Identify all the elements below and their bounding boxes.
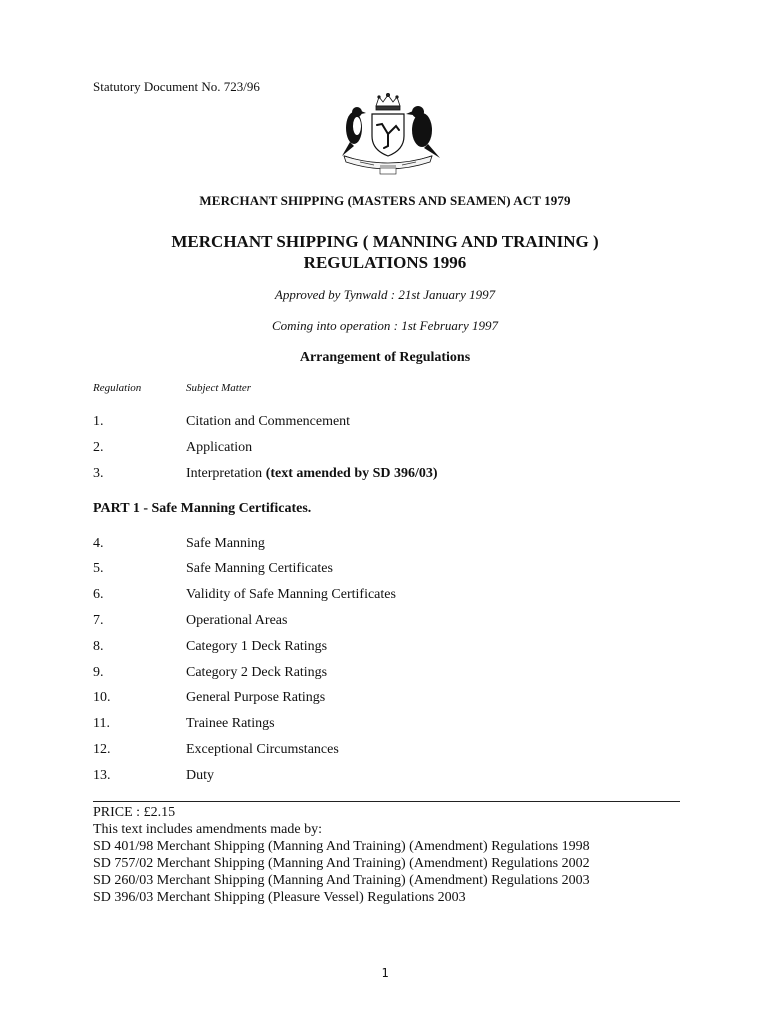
approved-date: Approved by Tynwald : 21st January 1997 [274, 287, 496, 302]
part-1-heading: PART 1 - Safe Manning Certificates. [93, 501, 312, 516]
regulation-number: 6. [93, 587, 104, 602]
regulation-row [93, 561, 693, 581]
regulation-row [93, 587, 693, 607]
regulation-subject: Duty [186, 768, 214, 783]
amendment-line: SD 401/98 Merchant Shipping (Manning And Training) (Amendment) Regulations 1998 [93, 839, 590, 854]
page-number: 1 [381, 966, 389, 980]
regulation-subject: Validity of Safe Manning Certificates [186, 587, 396, 602]
document-title-line-1: MERCHANT SHIPPING ( MANNING AND TRAINING ) [171, 232, 599, 251]
regulation-number: 5. [93, 561, 104, 576]
regulation-subject: Exceptional Circumstances [186, 742, 339, 757]
regulation-row [93, 466, 693, 486]
regulation-subject: Category 2 Deck Ratings [186, 665, 328, 680]
document-title-line-2: REGULATIONS 1996 [303, 253, 467, 272]
regulation-subject: Category 1 Deck Ratings [186, 639, 328, 654]
regulation-row [93, 742, 693, 762]
regulation-number: 11. [93, 716, 110, 731]
regulation-row [93, 440, 693, 460]
regulation-subject: Safe Manning Certificates [186, 561, 333, 576]
regulation-row [93, 536, 693, 556]
coat-of-arms-icon [330, 92, 446, 176]
price: PRICE : £2.15 [93, 805, 176, 820]
amendment-line: SD 260/03 Merchant Shipping (Manning And Training) (Amendment) Regulations 2003 [93, 873, 590, 888]
regulation-number: 13. [93, 768, 111, 783]
footer-divider [93, 801, 680, 802]
column-header-regulation: Regulation [93, 382, 142, 394]
regulation-number: 4. [93, 536, 104, 551]
operation-date: Coming into operation : 1st February 1997 [271, 318, 499, 333]
regulation-subject: Application [186, 440, 253, 455]
regulation-subject: Citation and Commencement [186, 414, 351, 429]
regulation-subject: Operational Areas [186, 613, 288, 628]
regulation-subject-with-note [186, 466, 438, 482]
amendment-line: SD 757/02 Merchant Shipping (Manning And Training) (Amendment) Regulations 2002 [93, 856, 590, 871]
regulation-number: 12. [93, 742, 111, 757]
amendments-intro: This text includes amendments made by: [93, 822, 323, 837]
regulation-subject: Interpretation [186, 466, 266, 481]
regulation-number: 7. [93, 613, 104, 628]
amendment-note: (text amended by SD 396/03) [265, 466, 438, 481]
regulation-number: 1. [93, 414, 104, 429]
document-number: Statutory Document No. 723/96 [93, 79, 260, 94]
regulation-number: 10. [93, 690, 111, 705]
regulation-subject: Safe Manning [186, 536, 265, 551]
regulation-row [93, 665, 693, 685]
regulation-row [93, 613, 693, 633]
act-title: MERCHANT SHIPPING (MASTERS AND SEAMEN) ACT 1979 [199, 193, 571, 208]
regulation-subject: General Purpose Ratings [186, 690, 326, 705]
regulation-number: 8. [93, 639, 104, 654]
regulation-row [93, 768, 693, 788]
column-header-subject: Subject Matter [186, 382, 252, 394]
regulation-subject: Trainee Ratings [186, 716, 275, 731]
regulation-row [93, 716, 693, 736]
regulation-row [93, 414, 693, 434]
regulation-number: 2. [93, 440, 104, 455]
regulation-number: 3. [93, 466, 104, 481]
regulation-number: 9. [93, 665, 104, 680]
regulation-row [93, 639, 693, 659]
regulation-row [93, 690, 693, 710]
amendment-line: SD 396/03 Merchant Shipping (Pleasure Vessel) Regulations 2003 [93, 890, 466, 905]
arrangement-heading: Arrangement of Regulations [299, 350, 471, 365]
